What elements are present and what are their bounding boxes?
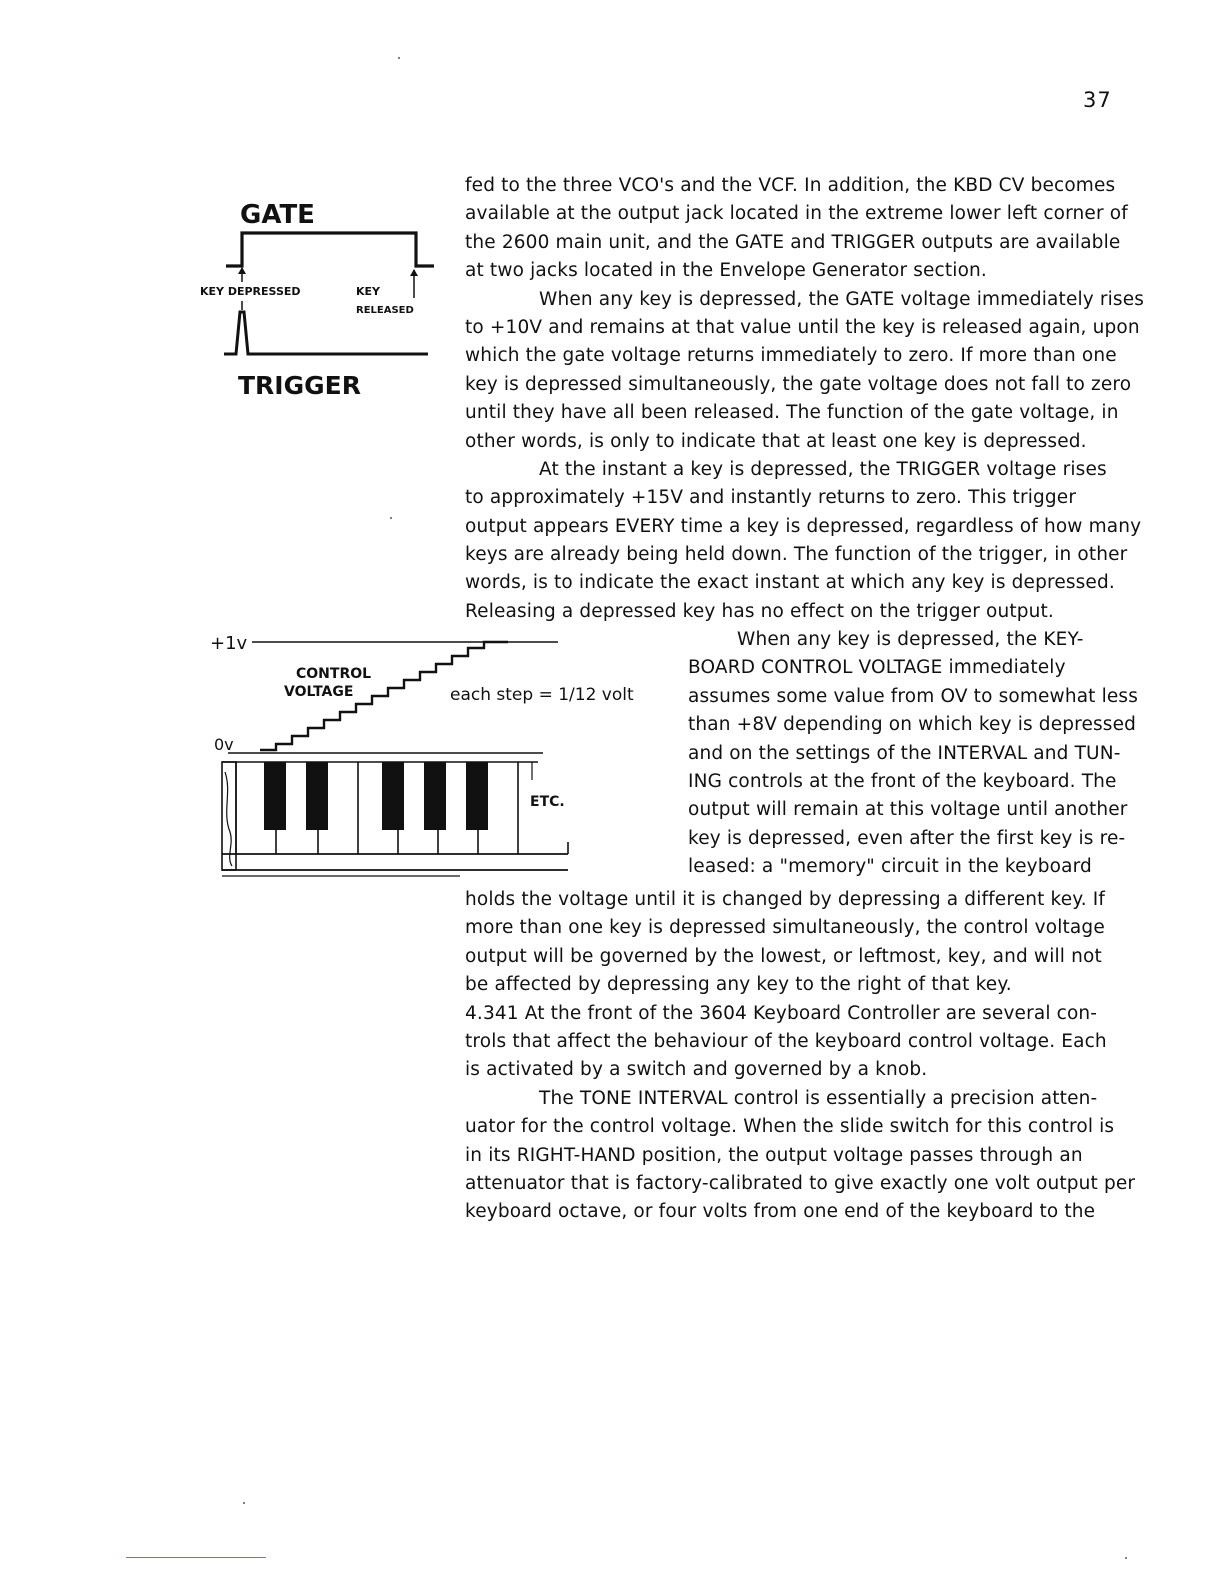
text-line: available at the output jack located in the extreme lower left corner of	[465, 203, 1128, 225]
scan-speck	[390, 517, 392, 519]
text-line: 4.341 At the front of the 3604 Keyboard Controller are several con-	[465, 1002, 1098, 1024]
zero-v-label: 0v	[214, 735, 234, 754]
text-line: and on the settings of the INTERVAL and TUN-	[688, 742, 1121, 764]
plus-1v-label: +1v	[210, 633, 248, 654]
text-line: At the instant a key is depressed, the TRIGGER voltage rises	[539, 458, 1107, 480]
text-line: Releasing a depressed key has no effect on the trigger output.	[465, 600, 1054, 622]
text-line: be affected by depressing any key to the right of that key.	[465, 974, 1012, 996]
text-line: When any key is depressed, the GATE voltage immediately rises	[539, 288, 1145, 310]
gate-waveform	[226, 233, 434, 266]
text-line: fed to the three VCO's and the VCF. In addition, the KBD CV becomes	[465, 175, 1116, 196]
text-line: key is depressed simultaneously, the gate voltage does not fall to zero	[465, 373, 1132, 395]
text-line: other words, is only to indicate that at least one key is depressed.	[465, 430, 1087, 452]
text-line: output appears EVERY time a key is depressed, regardless of how many	[465, 515, 1142, 537]
gate-label: GATE	[240, 200, 315, 230]
text-line: the 2600 main unit, and the GATE and TRIGGER outputs are available	[465, 231, 1121, 253]
scan-speck	[243, 1502, 245, 1504]
text-line: leased: a "memory" circuit in the keyboard	[688, 856, 1092, 878]
etc-label: ETC.	[530, 794, 565, 810]
key-depressed-label: KEY DEPRESSED	[200, 285, 301, 298]
text-line: ING controls at the front of the keyboard. The	[688, 770, 1117, 792]
text-line: output will remain at this voltage until another	[688, 799, 1128, 821]
text-line: until they have all been released. The function of the gate voltage, in	[465, 402, 1119, 424]
step-note: each step = 1/12 volt	[450, 685, 634, 705]
gate-trigger-diagram	[196, 190, 446, 405]
text-block-1	[465, 172, 1144, 626]
text-line: output will be governed by the lowest, or leftmost, key, and will not	[465, 945, 1102, 967]
text-line: which the gate voltage returns immediately to zero. If more than one	[465, 345, 1117, 367]
trigger-waveform	[224, 312, 428, 354]
text-line: is activated by a switch and governed by a knob.	[465, 1059, 928, 1081]
text-line: attenuator that is factory-calibrated to give exactly one volt output per	[465, 1172, 1136, 1194]
text-line: BOARD CONTROL VOLTAGE immediately	[688, 657, 1066, 679]
text-line: trols that affect the behaviour of the keyboard control voltage. Each	[465, 1030, 1107, 1052]
scan-speck	[398, 57, 400, 59]
footer-rule	[126, 1557, 266, 1558]
text-block-2	[688, 626, 1138, 882]
text-line: to +10V and remains at that value until the key is released again, upon	[465, 316, 1140, 338]
keyboard-drawing	[222, 762, 568, 876]
key-released-label-2: RELEASED	[356, 305, 414, 316]
text-line: When any key is depressed, the KEY-	[737, 629, 1084, 650]
text-line: The TONE INTERVAL control is essentially a precision atten-	[539, 1087, 1098, 1109]
text-line: at two jacks located in the Envelope Generator section.	[465, 260, 987, 282]
text-line: in its RIGHT-HAND position, the output voltage passes through an	[465, 1144, 1083, 1166]
page-number: 37	[1083, 88, 1112, 112]
text-line: uator for the control voltage. When the slide switch for this control is	[465, 1116, 1115, 1138]
control-voltage-label-2: VOLTAGE	[284, 684, 354, 700]
scan-speck	[1125, 1557, 1127, 1559]
text-block-3	[465, 886, 1135, 1227]
text-line: to approximately +15V and instantly returns to zero. This trigger	[465, 487, 1077, 509]
key-released-label-1: KEY	[356, 285, 381, 298]
text-line: more than one key is depressed simultaneously, the control voltage	[465, 917, 1105, 939]
text-line: keys are already being held down. The function of the trigger, in other	[465, 544, 1128, 566]
text-line: words, is to indicate the exact instant at which any key is depressed.	[465, 572, 1115, 594]
text-line: keyboard octave, or four volts from one end of the keyboard to the	[465, 1201, 1096, 1223]
text-line: key is depressed, even after the first key is re-	[688, 827, 1126, 849]
text-line: assumes some value from OV to somewhat less	[688, 685, 1139, 707]
text-line: than +8V depending on which key is depressed	[688, 714, 1137, 736]
keyboard-voltage-diagram	[208, 622, 653, 884]
trigger-label: TRIGGER	[238, 371, 361, 400]
text-line: holds the voltage until it is changed by depressing a different key. If	[465, 889, 1106, 910]
control-voltage-label-1: CONTROL	[296, 666, 372, 682]
